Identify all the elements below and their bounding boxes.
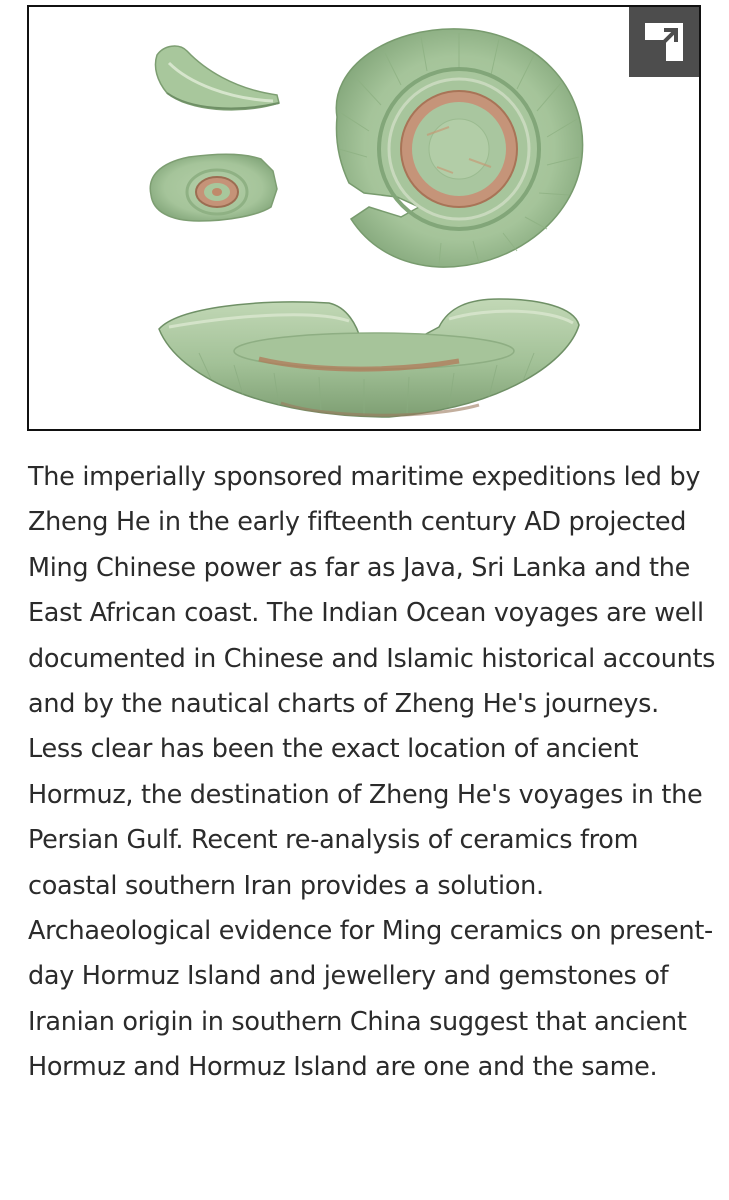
shard-rim-fragment: [155, 46, 279, 110]
expand-image-button[interactable]: [629, 7, 699, 77]
expand-icon: [642, 20, 686, 64]
shard-base-fragment: [150, 154, 277, 221]
dish-top-view: [336, 29, 582, 267]
celadon-dish-image: [29, 7, 699, 429]
dish-side-view: [159, 299, 579, 417]
article-paragraph: The imperially sponsored maritime expeditions led by Zheng He in the early fifteenth century AD projected Ming Chinese power as far as Java, Sri Lanka and the East African coast. The Indian Ocean voyages are well documented in Chinese and Islamic historical accounts and by the nautical charts of Zheng He's journeys. Less clear has been the exact location of ancient Hormuz, the destination of Zheng He's voyages in the Persian Gulf. Recent re-analysis of ceramics from coastal southern Iran provides a solution. Archaeological evidence for Ming ceramics on present-day Hormuz Island and jewellery and gemstones of Iranian origin in southern China suggest that ancient Hormuz and Hormuz Island are one and the same.: [28, 462, 716, 1083]
article-figure: [27, 5, 701, 431]
